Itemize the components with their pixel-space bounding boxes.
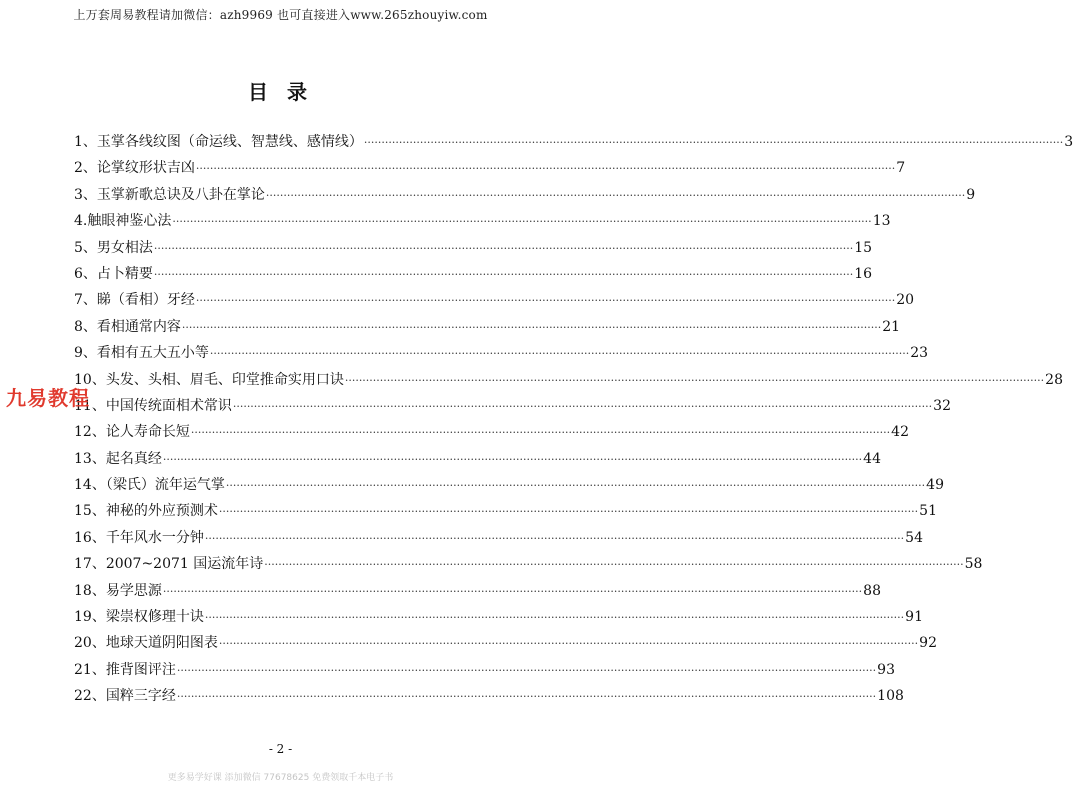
toc-leader-dots: ········································································································································································································: [176, 690, 877, 704]
toc-entry-title: 9、看相有五大五小等: [74, 345, 209, 362]
toc-leader-dots: ········································································································································································································: [232, 399, 933, 413]
toc-entry-page: 28: [1045, 371, 1063, 388]
toc-entry-page: 91: [905, 609, 923, 626]
toc-entry-title: 20、地球天道阴阳图表: [74, 635, 218, 652]
toc-entry-title: 11、中国传统面相术常识: [74, 397, 232, 414]
toc-entry[interactable]: [74, 369, 1063, 395]
toc-entry[interactable]: [74, 527, 923, 553]
toc-entry-title: 12、论人寿命长短: [74, 424, 190, 441]
toc-entry[interactable]: [74, 184, 976, 210]
toc-entry-title: 7、睇（看相）牙经: [74, 292, 195, 309]
toc-entry[interactable]: [74, 131, 1073, 157]
toc-leader-dots: ········································································································································································································: [218, 505, 919, 519]
page-title: 目 录: [248, 80, 313, 104]
toc-entry-page: 7: [896, 160, 906, 177]
toc-entry-title: 19、梁崇权修理十诀: [74, 609, 204, 626]
toc-entry-page: 13: [872, 213, 891, 230]
page-number: - 2 -: [268, 742, 293, 756]
table-of-contents: [74, 131, 1073, 712]
toc-entry-title: 3、玉掌新歌总诀及八卦在掌论: [74, 186, 265, 203]
toc-entry[interactable]: [74, 395, 951, 421]
toc-entry-page: 21: [882, 318, 901, 335]
toc-entry-title: 15、神秘的外应预测术: [74, 503, 218, 520]
toc-leader-dots: ········································································································································································································: [162, 584, 863, 598]
toc-entry-title: 18、易学思源: [74, 582, 162, 599]
toc-entry-page: 42: [891, 424, 909, 441]
toc-entry-page: 9: [966, 186, 976, 203]
toc-entry-page: 93: [877, 661, 895, 678]
toc-leader-dots: ········································································································································································································: [225, 479, 926, 493]
toc-entry-page: 20: [896, 292, 915, 309]
toc-leader-dots: ········································································································································································································: [265, 188, 966, 202]
toc-entry[interactable]: [74, 342, 929, 368]
toc-leader-dots: ········································································································································································································: [176, 663, 877, 677]
toc-entry[interactable]: [74, 580, 881, 606]
toc-entry-page: 58: [964, 556, 983, 573]
toc-entry-page: 54: [905, 529, 923, 546]
toc-entry[interactable]: [74, 685, 904, 711]
toc-entry[interactable]: [74, 210, 891, 236]
toc-entry-page: 16: [854, 265, 873, 282]
toc-entry[interactable]: [74, 237, 873, 263]
toc-entry[interactable]: [74, 157, 906, 183]
toc-entry-title: 2、论掌纹形状吉凶: [74, 160, 195, 177]
toc-entry-title: 6、占卜精要: [74, 265, 153, 282]
toc-entry-title: 21、推背图评注: [74, 661, 176, 678]
toc-entry[interactable]: [74, 289, 915, 315]
toc-entry[interactable]: [74, 263, 873, 289]
toc-entry-page: 88: [863, 582, 881, 599]
toc-entry-title: 22、国粹三字经: [74, 688, 176, 705]
toc-leader-dots: ········································································································································································································: [195, 162, 896, 176]
toc-entry-page: 3: [1064, 134, 1073, 150]
toc-leader-dots: ········································································································································································································: [153, 267, 854, 281]
toc-leader-dots: ········································································································································································································: [204, 611, 905, 625]
toc-entry-page: 49: [926, 477, 944, 494]
toc-leader-dots: ········································································································································································································: [344, 373, 1045, 387]
toc-entry-title: 4.触眼神鉴心法: [74, 213, 172, 230]
toc-leader-dots: ········································································································································································································: [190, 426, 891, 440]
footer-watermark: 更多易学好课 添加微信 77678625 免费领取千本电子书: [167, 773, 394, 783]
toc-leader-dots: ········································································································································································································: [172, 215, 872, 229]
toc-leader-dots: ········································································································································································································: [264, 558, 964, 572]
toc-entry[interactable]: [74, 448, 881, 474]
toc-entry-page: 32: [933, 397, 951, 414]
toc-entry-page: 15: [854, 239, 873, 256]
toc-leader-dots: ········································································································································································································: [209, 347, 910, 361]
toc-leader-dots: ········································································································································································································: [363, 136, 1064, 149]
toc-entry[interactable]: [74, 474, 944, 500]
toc-entry-title: 17、2007~2071 国运流年诗: [74, 556, 264, 573]
toc-leader-dots: ········································································································································································································: [218, 637, 919, 651]
toc-entry[interactable]: [74, 421, 909, 447]
toc-entry-title: 5、男女相法: [74, 239, 153, 256]
toc-entry-page: 44: [863, 450, 881, 467]
toc-entry[interactable]: [74, 659, 895, 685]
toc-entry-page: 23: [910, 345, 929, 362]
toc-entry-title: 10、头发、头相、眉毛、印堂推命实用口诀: [74, 371, 344, 388]
toc-entry-title: 16、千年风水一分钟: [74, 529, 204, 546]
toc-entry-title: 8、看相通常内容: [74, 318, 181, 335]
toc-entry[interactable]: [74, 316, 901, 342]
toc-entry-title: 13、起名真经: [74, 450, 162, 467]
toc-entry-page: 51: [919, 503, 937, 520]
toc-leader-dots: ········································································································································································································: [204, 531, 905, 545]
toc-leader-dots: ········································································································································································································: [162, 452, 863, 466]
toc-leader-dots: ········································································································································································································: [153, 241, 854, 255]
toc-entry-title: 14、（梁氏）流年运气掌: [74, 477, 225, 494]
toc-entry[interactable]: [74, 606, 923, 632]
toc-leader-dots: ········································································································································································································: [181, 320, 882, 334]
toc-leader-dots: ········································································································································································································: [195, 294, 896, 308]
toc-entry-title: 1、玉掌各线纹图（命运线、智慧线、感情线）: [74, 134, 363, 150]
toc-entry-page: 92: [919, 635, 937, 652]
toc-entry[interactable]: [74, 500, 937, 526]
page-header: 上万套周易教程请加微信：azh9969 也可直接进入www.265zhouyiw.com: [73, 8, 488, 22]
watermark-logo: 九易教程: [6, 386, 90, 410]
toc-entry-page: 108: [877, 688, 904, 705]
toc-entry[interactable]: [74, 632, 937, 658]
toc-entry[interactable]: [74, 553, 983, 579]
